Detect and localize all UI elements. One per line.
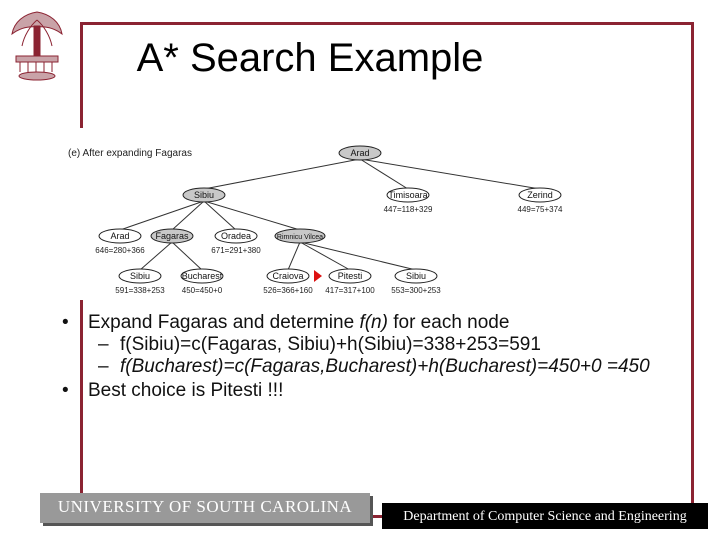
sub-bullet <box>62 356 702 378</box>
sub-bullet <box>62 334 702 356</box>
tree-node-sibiu3 <box>115 269 165 295</box>
bullet-text: Best choice is Pitesti !!! <box>88 380 284 401</box>
node-f-value: 449=75+374 <box>517 205 563 214</box>
node-f-value: 553=300+253 <box>391 286 441 295</box>
tree-node-pitesti <box>325 269 375 295</box>
node-label: Sibiu <box>405 271 427 281</box>
tree-node-fagaras <box>151 229 193 243</box>
footer-university-banner <box>40 493 370 523</box>
node-label: Arad <box>350 148 370 158</box>
node-label: Zerind <box>527 190 553 200</box>
dash-marker: – <box>98 334 109 355</box>
bullet-list <box>62 310 702 402</box>
node-f-value: 671=291+380 <box>211 246 261 255</box>
bullet-text: Expand Fagaras and determine <box>88 312 360 333</box>
footer-department-text: Department of Computer Science and Engineering <box>403 509 687 524</box>
footer-university-text: UNIVERSITY OF SOUTH CAROLINA <box>57 497 353 516</box>
tree-edge <box>360 159 540 189</box>
footer-department-banner <box>382 503 708 529</box>
node-f-value: 417=317+100 <box>325 286 375 295</box>
node-label: Rimnicu Vilcea <box>276 234 324 241</box>
tree-edge <box>204 201 300 230</box>
node-label: Pitesti <box>337 271 363 281</box>
node-f-value: 526=366+160 <box>263 286 313 295</box>
tree-edge <box>172 242 202 270</box>
node-label: Timisoara <box>388 190 428 200</box>
node-f-value: 591=338+253 <box>115 286 165 295</box>
bullet-text: f(n) <box>359 312 388 333</box>
node-label: Sibiu <box>129 271 151 281</box>
tree-node-bucharest <box>181 269 223 295</box>
slide-title: A* Search Example <box>136 36 484 80</box>
tree-edge <box>204 159 360 189</box>
bullet-marker: • <box>62 380 69 401</box>
bullet-text: f(Bucharest)=c(Fagaras,Bucharest)+h(Bucharest)=450+0 =450 <box>120 356 650 377</box>
selection-arrow-icon <box>314 270 322 282</box>
tree-node-arad0 <box>339 146 381 160</box>
tree-edge <box>300 242 350 270</box>
tree-edge <box>140 242 172 270</box>
tree-node-rimnicu <box>275 229 325 243</box>
tree-node-sibiu4 <box>391 269 441 295</box>
node-label: Bucharest <box>181 271 223 281</box>
node-label: Arad <box>110 231 130 241</box>
bullet-text: f(Sibiu)=c(Fagaras, Sibiu)+h(Sibiu)=338+253=591 <box>120 334 541 355</box>
tree-node-sibiu1 <box>183 188 225 202</box>
node-label: Fagaras <box>155 231 189 241</box>
university-logo-icon <box>4 6 70 82</box>
tree-node-zerind <box>518 188 563 214</box>
bullet-marker: • <box>62 312 69 333</box>
node-label: Oradea <box>220 231 252 241</box>
figure-caption: (e) After expanding Fagaras <box>68 148 192 159</box>
node-label: Sibiu <box>193 190 215 200</box>
tree-edge <box>120 201 204 230</box>
tree-node-timisoara <box>384 188 433 214</box>
node-f-value: 450=450+0 <box>181 286 223 295</box>
tree-edge <box>300 242 416 270</box>
tree-node-arad2 <box>95 229 145 255</box>
tree-edge <box>288 242 300 270</box>
search-tree-figure <box>66 128 568 300</box>
bullet-text: for each node <box>387 312 510 333</box>
tree-edge <box>172 201 204 230</box>
node-label: Craiova <box>272 271 304 281</box>
tree-node-craiova <box>263 269 313 295</box>
node-f-value: 646=280+366 <box>95 246 145 255</box>
tree-node-oradea <box>211 229 261 255</box>
bullet <box>62 312 702 334</box>
dash-marker: – <box>98 356 109 377</box>
node-f-value: 447=118+329 <box>383 205 433 214</box>
bullet <box>62 380 702 402</box>
